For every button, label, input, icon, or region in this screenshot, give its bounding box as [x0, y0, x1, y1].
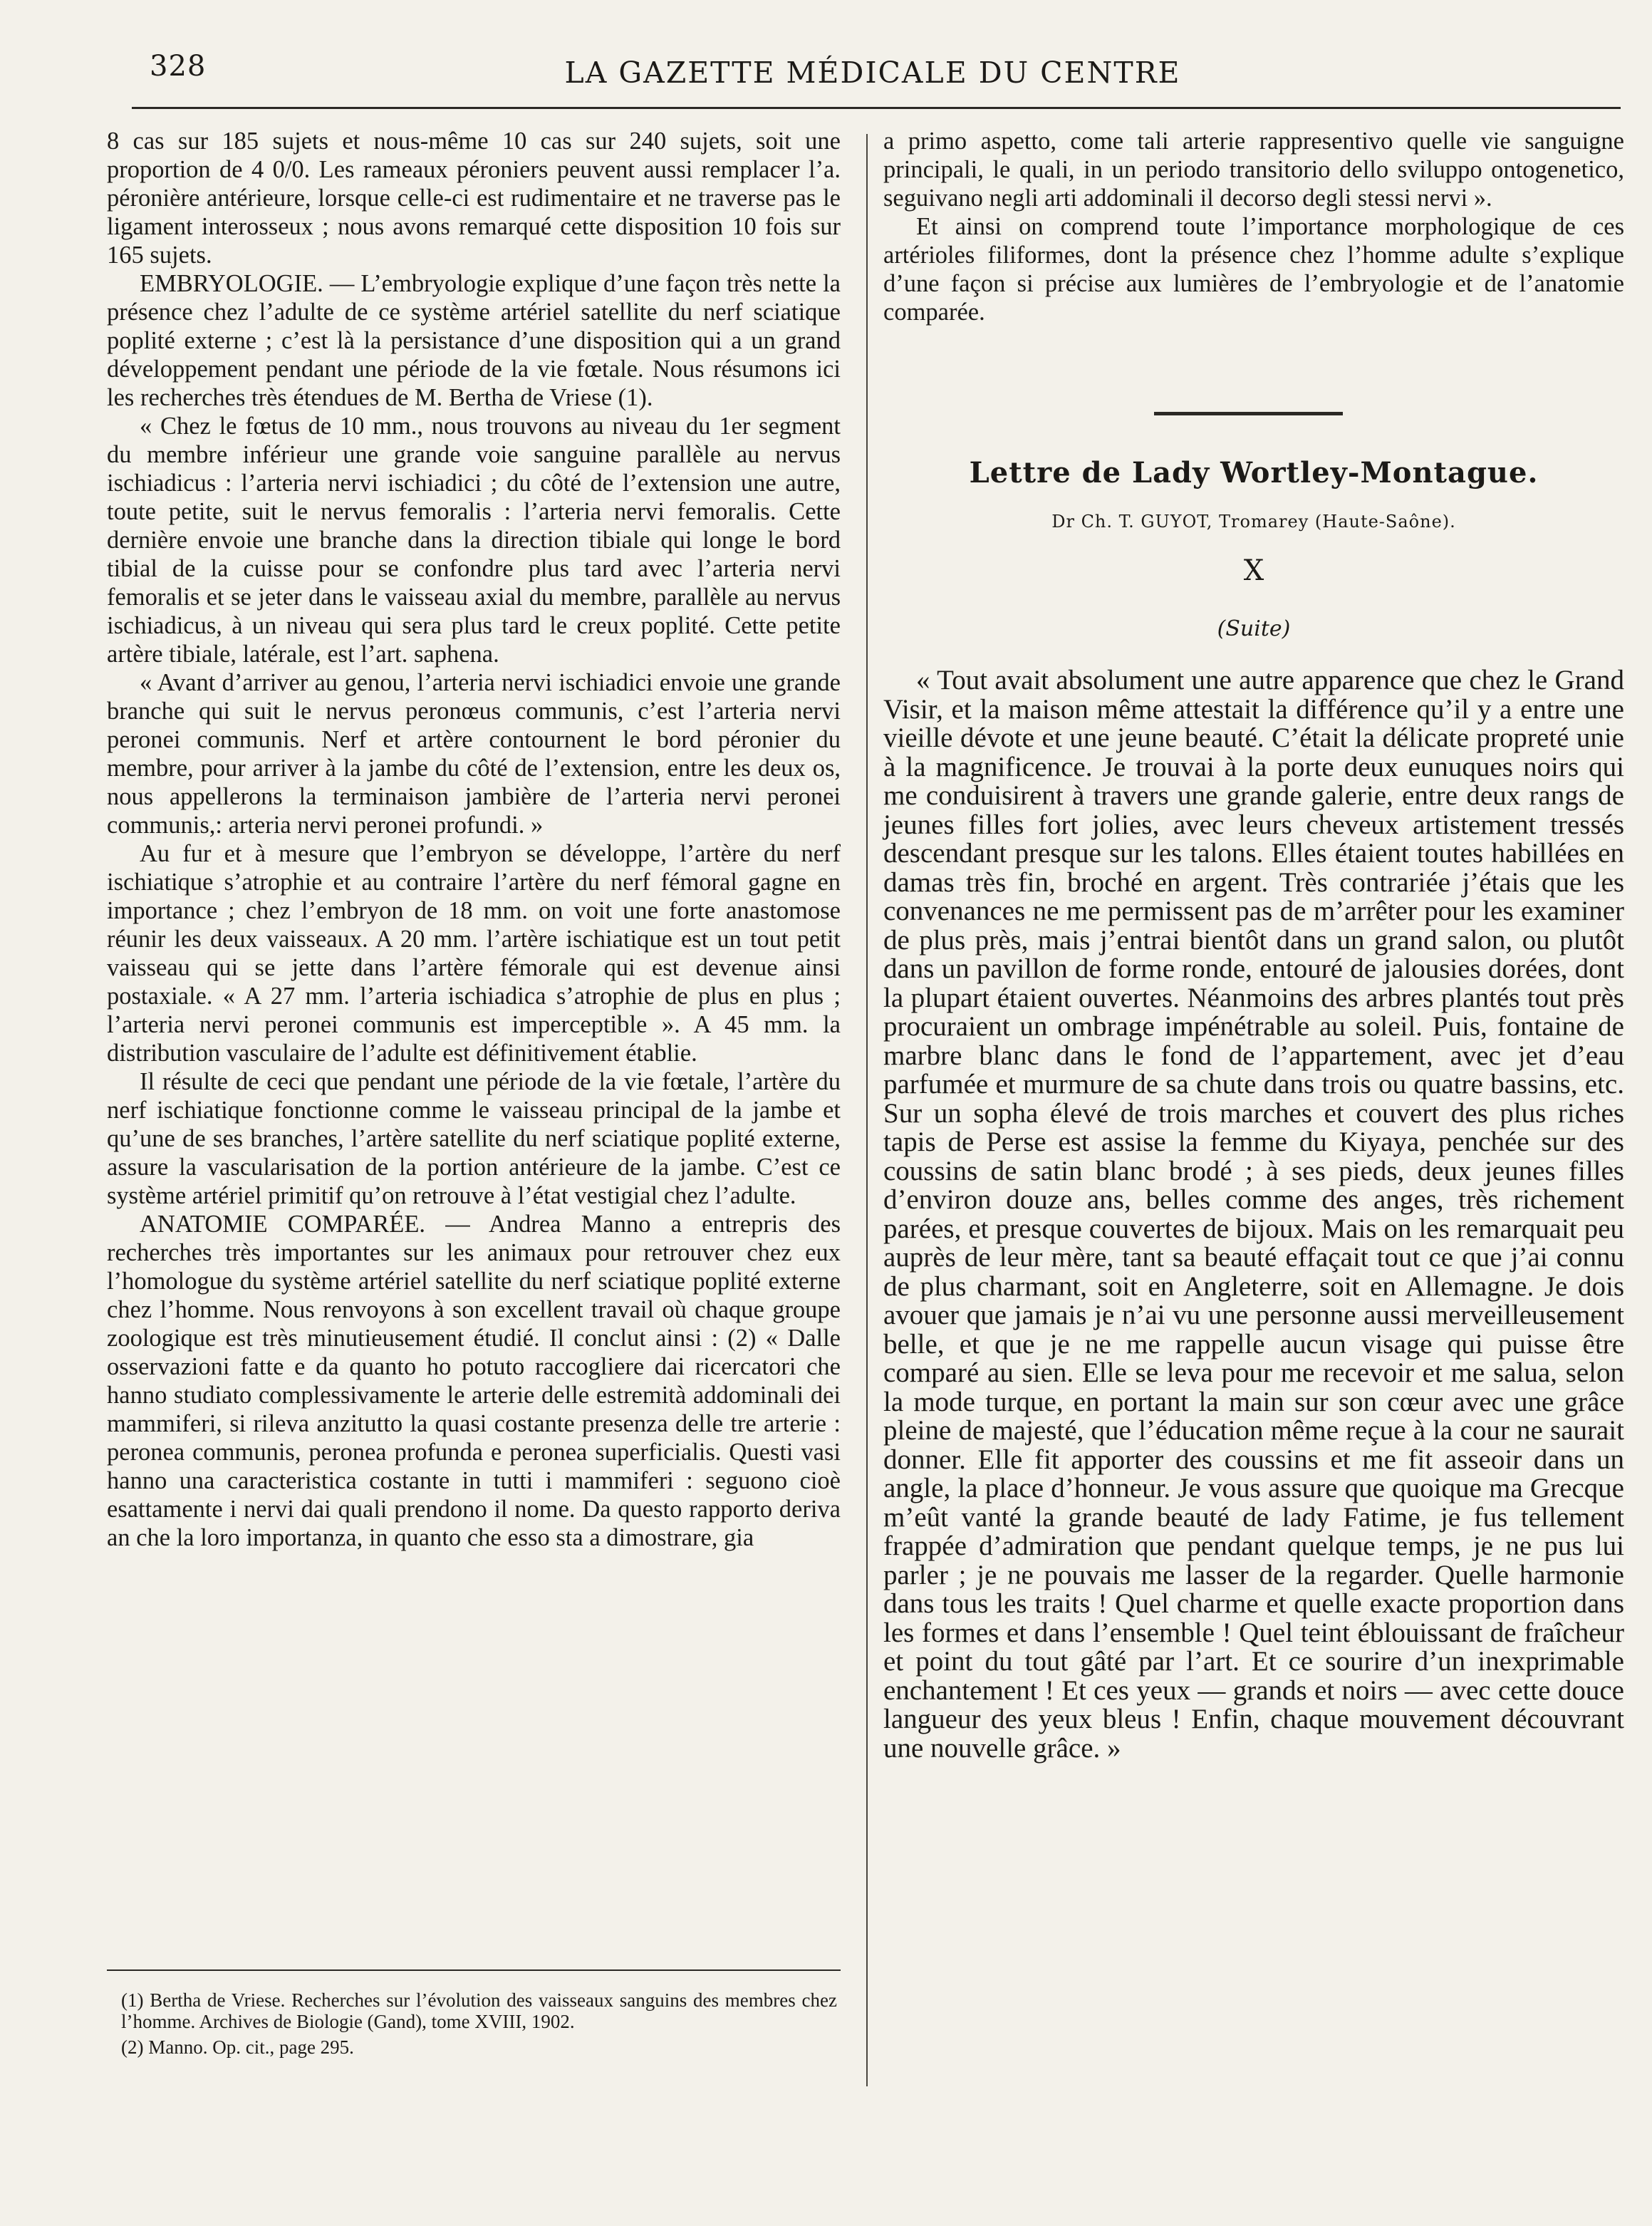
paragraph: Et ainsi on comprend toute l’importance morphologique de ces artérioles filiformes, dont la présence chez l’homme adulte s’explique d’une façon si précise aux lumières de l’embryologie et de l’anatomie comparée.	[883, 213, 1624, 326]
article-author: Dr Ch. T. GUYOT, Tromarey (Haute-Saône).	[1051, 512, 1456, 532]
right-column-letter	[883, 666, 1624, 1763]
footnote-2: (2) Manno. Op. cit., page 295.	[121, 2036, 354, 2058]
right-column-top	[883, 127, 1624, 326]
paragraph-letter: « Tout avait absolument une autre apparence que chez le Grand Visir, et la maison même attestait la différence qu’il y a entre une vieille dévote et une jeune beauté. C’était la délicate propreté unie à la magnificence. Je trouvai à la porte deux eunuques noirs qui me conduisirent à travers une grande galerie, entre deux rangs de jeunes filles fort jolies, avec leurs cheveux artistement tressés descendant presque sur les talons. Elles étaient toutes habillées en damas très fin, broché en argent. Très contrariée j’étais que les convenances ne me permissent pas de m’arrêter pour les examiner de plus près, mais j’entrai bientôt dans un grand salon, ou plutôt dans un pavillon de forme ronde, entouré de jalousies dorées, dont la plupart étaient ouvertes. Néanmoins des arbres plantés tout près procuraient un ombrage impénétrable au soleil. Puis, fontaine de marbre blanc dans le fond de l’appartement, avec jet d’eau parfumée et murmure de sa chute dans trois ou quatre bassins, etc. Sur un sopha élevé de trois marches et couvert des plus riches tapis de Perse est assise la femme du Kiyaya, penchée sur des coussins de satin blanc brodé ; à ses pieds, deux jeunes filles d’environ douze ans, belles comme des anges, très richement parées, et presque couvertes de bijoux. Mais on les remarquait peu auprès de leur mère, tant sa beauté effaçait tout ce que j’ai connu de plus charmant, soit en Angleterre, soit en Allemagne. Je dois avouer que jamais je n’ai vu une personne aussi merveilleusement belle, et que je ne me rappelle aucun visage qui puisse être comparé au sien. Elle se leva pour me recevoir et me salua, selon la mode turque, en portant la main sur son cœur avec une grâce pleine de majesté, que l’éducation même reçue à la cour ne saurait donner. Elle fit apporter des coussins et me fit asseoir dans un angle, la place d’honneur. Je vous assure que quoique ma Grecque m’eût vanté la grande beauté de lady Fatime, je fus tellement frappée d’admiration que pendant quelque temps, je ne pus lui parler ; je ne pouvais me lasser de la regarder. Quelle harmonie dans tous les traits ! Quel charme et quelle exacte proportion dans les formes et dans l’ensemble ! Quel teint éblouissant de fraîcheur et point du tout gâté par l’art. Et ce sourire d’un inexprimable enchantement ! Et ces yeux — grands et noirs — avec cette douce langueur des yeux bleus ! Enfin, chaque mouvement découvrant une nouvelle grâce. »	[883, 665, 1624, 1764]
paragraph-embryologie: EMBRYOLOGIE. — L’embryologie explique d’une façon très nette la présence chez l’adulte de ce système artériel satellite du nerf sciatique poplité externe ; c’est là la persistance d’une disposition qui a un grand développement pendant une période de la vie fœtale. Nous résumons ici les recherches très étendues de M. Bertha de Vriese (1).	[107, 270, 841, 411]
footnotes	[121, 1989, 837, 2062]
section-separator	[1154, 412, 1343, 415]
column-divider	[866, 134, 868, 2086]
paragraph-anatomie-comparee: ANATOMIE COMPARÉE. — Andrea Manno a entrepris des recherches très importantes sur les animaux pour retrouver chez eux l’homologue du système artériel satellite du nerf sciatique poplité externe chez l’homme. Nous renvoyons à son excellent travail où chaque groupe zoologique est très minutieusement étudié. Il conclut ainsi : (2) « Dalle osservazioni fatte e da quanto ho potuto raccogliere dai ricercatori che hanno studiato complessivamente le arterie delle estremità addominali dei mammiferi, si rileva anzitutto la quasi costante presenza delle tre arterie : peronea communis, peronea profunda e peronea superficialis. Questi vasi hanno una caracteristica costante in tutti i mammiferi : seguono cioè esattamente i nervi dai quali prendono il nome. Da questo rapporto deriva an che la loro importanza, in quanto che esso sta a dimostrare, gia	[107, 1211, 841, 1551]
paragraph: « Avant d’arriver au genou, l’arteria nervi ischiadici envoie une grande branche qui suit le nervus peronœus communis, c’est l’arteria nervi peronei communis. Nerf et artère contournent le bord péronier du membre, pour arriver à la jambe du côté de l’extension, entre les deux os, nous appellerons la terminaison jambière de l’arteria nervi peronei communis,: arteria nervi peronei profundi. »	[107, 669, 841, 839]
footnote-1: (1) Bertha de Vriese. Recherches sur l’évolution des vaisseaux sanguins des membres chez l’homme. Archives de Biologie (Gand), tome XVIII, 1902.	[121, 1989, 837, 2032]
paragraph: Il résulte de ceci que pendant une période de la vie fœtale, l’artère du nerf ischiatique fonctionne comme le vaisseau principal de la jambe et qu’une de ses branches, l’artère satellite du nerf sciatique poplité externe, assure la vascularisation de la portion antérieure de la jambe. C’est ce système artériel primitif qu’on retrouve à l’état vestigial chez l’adulte.	[107, 1068, 841, 1209]
chapter-number: X	[1243, 554, 1264, 587]
article-title: Lettre de Lady Wortley-Montague.	[969, 456, 1539, 490]
paragraph: « Chez le fœtus de 10 mm., nous trouvons au niveau du 1er segment du membre inférieur une grande voie sanguine parallèle au nervus ischiadicus : l’arteria nervi ischiadici ; du côté de l’extension une autre, toute petite, suit le nervus femoralis : l’arteria nervi femoralis. Cette dernière envoie une branche dans la direction tibiale qui longe le bord tibial de la cuisse pour se confondre plus tard avec l’arteria nervi femoralis et se jeter dans le vaisseau axial du membre, parallèle au nervus ischiadicus, à un niveau qui sera plus tard le creux poplité. Cette petite artère tibiale, latérale, est l’art. saphena.	[107, 413, 841, 668]
left-column	[107, 127, 841, 1552]
footnote-rule	[107, 1969, 841, 1971]
journal-title: LA GAZETTE MÉDICALE DU CENTRE	[564, 56, 1181, 90]
suite-label: (Suite)	[1217, 616, 1291, 641]
paragraph: a primo aspetto, come tali arterie rappresentivo quelle vie sanguigne principali, le quali, in un periodo transitorio dello sviluppo ontogenetico, seguivano negli arti addominali il decorso degli stessi nervi ».	[883, 128, 1624, 212]
page-header	[128, 43, 1617, 107]
header-rule	[132, 107, 1621, 109]
page-number: 328	[150, 50, 207, 83]
paragraph: 8 cas sur 185 sujets et nous-même 10 cas sur 240 sujets, soit une proportion de 4 0/0. Les rameaux péroniers peuvent aussi remplacer l’a. péronière antérieure, lorsque celle-ci est rudimentaire et ne traverse pas le ligament interosseux ; nous avons remarqué cette disposition 10 fois sur 165 sujets.	[107, 128, 841, 269]
paragraph: Au fur et à mesure que l’embryon se développe, l’artère du nerf ischiatique s’atrophie et au contraire l’artère du nerf fémoral gagne en importance ; chez l’embryon de 18 mm. on voit une forte anastomose réunir les deux vaisseaux. A 20 mm. l’artère ischiatique est un tout petit vaisseau qui se jette dans l’artère fémorale qui est devenue ainsi postaxiale. « A 27 mm. l’arteria ischiadica s’atrophie de plus en plus ; l’arteria nervi peronei communis est imperceptible ». A 45 mm. la distribution vasculaire de l’adulte est définitivement établie.	[107, 840, 841, 1067]
